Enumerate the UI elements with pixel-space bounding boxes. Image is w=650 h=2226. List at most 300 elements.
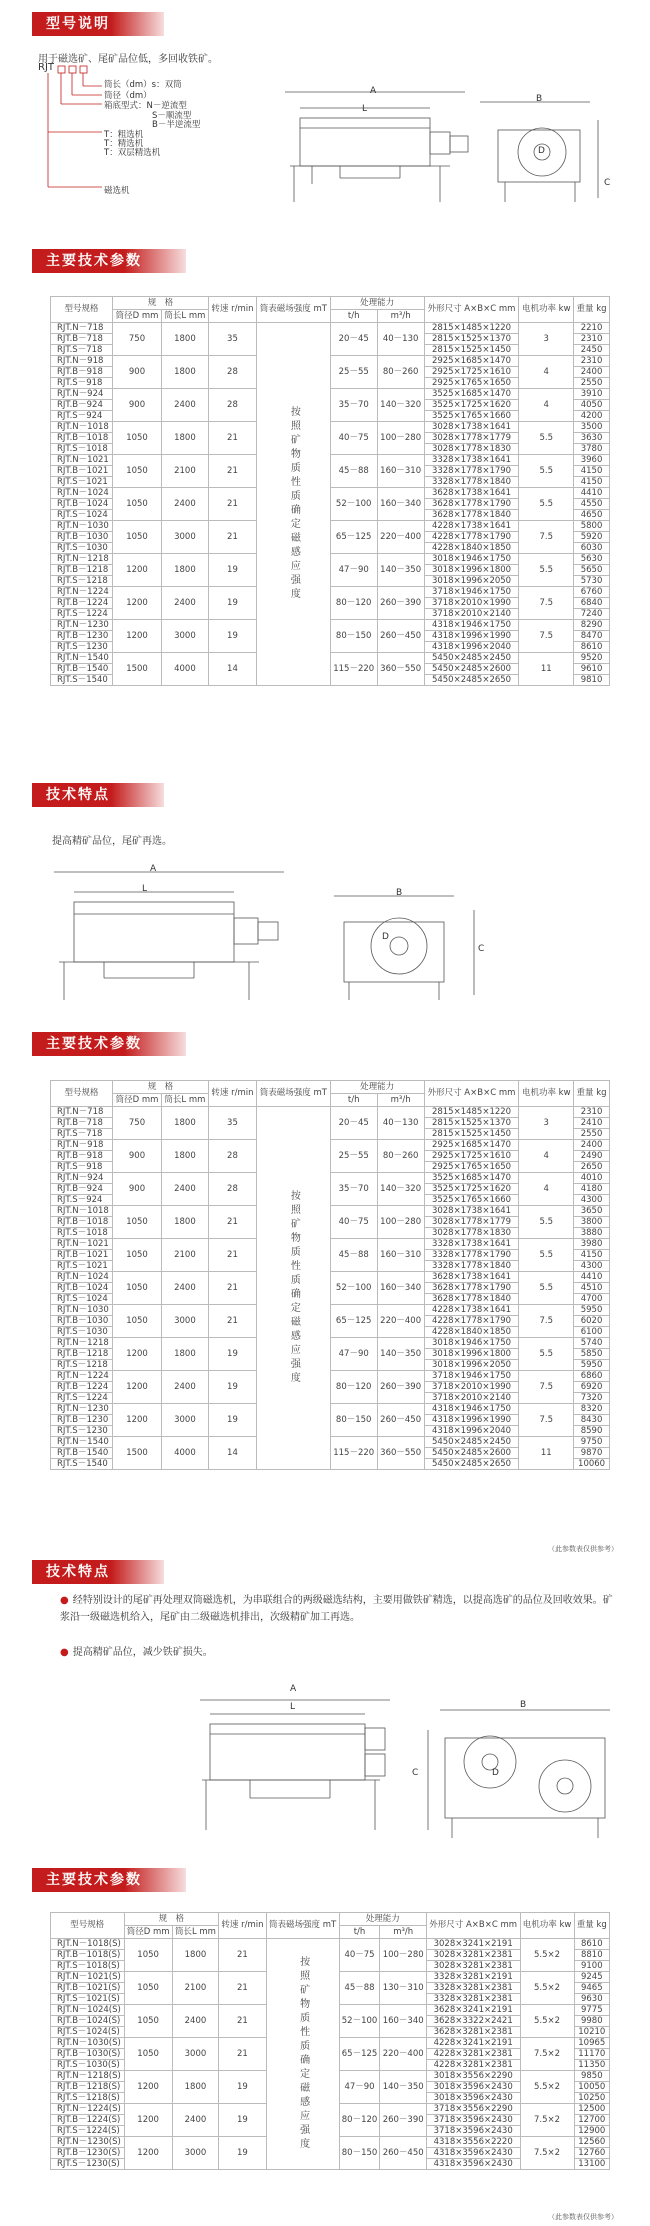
dims-cell: 3328×3281×2381: [426, 1983, 520, 1994]
capacity-t-cell: 80－150: [330, 1404, 377, 1437]
capacity-t-cell: 80－150: [330, 620, 377, 653]
length-cell: 2400: [172, 2005, 218, 2038]
dims-cell: 2815×1485×1220: [424, 1107, 519, 1118]
model-cell: RJT.N－1030: [51, 521, 113, 532]
speed-cell: 21: [219, 2005, 267, 2038]
bullet-dot-icon: ●: [60, 1595, 69, 1606]
capacity-m-cell: 160－340: [380, 2005, 426, 2038]
weight-cell: 8320: [574, 1404, 610, 1415]
weight-cell: 2410: [574, 1118, 610, 1129]
model-cell: RJT.B－1024: [51, 499, 113, 510]
model-cell: RJT.N－1218(S): [51, 2071, 125, 2082]
weight-cell: 12760: [574, 2148, 609, 2159]
dims-cell: 3628×1778×1790: [424, 499, 519, 510]
capacity-m-cell: 80－260: [377, 1140, 424, 1173]
col-cap-t: t/h: [330, 310, 377, 323]
table-row: [51, 1206, 610, 1217]
model-cell: RJT.B－1230(S): [51, 2148, 125, 2159]
speed-cell: 19: [208, 1371, 256, 1404]
capacity-t-cell: 80－120: [330, 587, 377, 620]
model-cell: RJT.N－1021: [51, 455, 113, 466]
col-field: 筒表磁场强度 mT: [257, 1081, 331, 1107]
capacity-t-cell: 35－70: [330, 1173, 377, 1206]
capacity-m-cell: 220－400: [380, 2038, 426, 2071]
power-cell: 11: [519, 653, 574, 686]
model-cell: RJT.S－1218(S): [51, 2093, 125, 2104]
model-cell: RJT.B－1230: [51, 631, 113, 642]
model-cell: RJT.N－1540: [51, 653, 113, 664]
length-cell: 2400: [161, 587, 208, 620]
feature-bullet-text: 提高精矿品位，减少铁矿损失。: [72, 1647, 213, 1658]
capacity-t-cell: 40－75: [339, 1939, 380, 1972]
table-row: [51, 1173, 610, 1184]
dims-cell: 3328×3281×2191: [426, 1972, 520, 1983]
dims-cell: 2815×1525×1370: [424, 334, 519, 345]
model-cell: RJT.S－1021(S): [51, 1994, 125, 2005]
table-row: [51, 323, 610, 334]
dims-cell: 4318×1996×1990: [424, 631, 519, 642]
speed-cell: 19: [208, 1404, 256, 1437]
speed-cell: 21: [208, 455, 256, 488]
dims-cell: 3718×3556×2290: [426, 2104, 520, 2115]
weight-cell: 4510: [574, 1283, 610, 1294]
model-cell: RJT.N－1018: [51, 422, 113, 433]
col-length: 筒长L mm: [172, 1926, 218, 1939]
table-row: [51, 1107, 610, 1118]
col-capacity: 处理能力: [339, 1913, 426, 1926]
dims-cell: 5450×2485×2450: [424, 1437, 519, 1448]
length-cell: 1800: [161, 323, 208, 356]
section-title-model: 型号说明: [32, 12, 164, 36]
model-cell: RJT.S－1018: [51, 444, 113, 455]
length-cell: 1800: [161, 356, 208, 389]
dim-label-b-3: B: [520, 1700, 527, 1710]
col-model: 型号规格: [51, 297, 113, 323]
weight-cell: 4150: [574, 1250, 610, 1261]
capacity-t-cell: 20－45: [330, 323, 377, 356]
machine-drawing-2: [44, 850, 614, 1010]
dims-cell: 4228×3281×2381: [426, 2049, 520, 2060]
col-cap-t: t/h: [339, 1926, 380, 1939]
model-cell: RJT.S－1218: [51, 1360, 113, 1371]
speed-cell: 21: [208, 1305, 256, 1338]
model-cell: RJT.N－1024(S): [51, 2005, 125, 2016]
dims-cell: 4318×1996×1990: [424, 1415, 519, 1426]
capacity-t-cell: 47－90: [330, 554, 377, 587]
dims-cell: 3018×3596×2430: [426, 2082, 520, 2093]
model-cell: RJT.B－1540: [51, 664, 113, 675]
col-speed: 转速 r/min: [208, 297, 256, 323]
dims-cell: 2815×1525×1450: [424, 1129, 519, 1140]
weight-cell: 2400: [574, 1140, 610, 1151]
table-row: [51, 1404, 610, 1415]
power-cell: 3: [519, 323, 574, 356]
table-row: [51, 455, 610, 466]
speed-cell: 19: [208, 554, 256, 587]
model-intro: 用于磁选矿、尾矿品位低，多回收铁矿。: [38, 54, 218, 65]
capacity-m-cell: 260－450: [377, 620, 424, 653]
col-weight: 重量 kg: [574, 1913, 609, 1939]
model-label-fine: T：精选机: [104, 139, 144, 149]
diameter-cell: 900: [113, 356, 162, 389]
model-cell: RJT.N－924: [51, 1173, 113, 1184]
feature-bullet-text: 经特别设计的尾矿再处理双筒磁选机，为串联组合的两级磁选结构，主要用做铁矿精选，以提高选矿的品位及回收效果。矿浆沿一级磁选机给入，尾矿由二级磁选机排出，次级精矿加工再选。: [60, 1595, 613, 1623]
weight-cell: 9610: [574, 664, 610, 675]
model-cell: RJT.B－1218: [51, 1349, 113, 1360]
dims-cell: 3028×1778×1830: [424, 444, 519, 455]
model-cell: RJT.S－918: [51, 1162, 113, 1173]
model-cell: RJT.B－1018: [51, 1217, 113, 1228]
col-length: 筒长L mm: [161, 310, 208, 323]
col-cap-m: m³/h: [377, 310, 424, 323]
weight-cell: 5650: [574, 565, 610, 576]
capacity-m-cell: 40－130: [377, 323, 424, 356]
weight-cell: 12560: [574, 2137, 609, 2148]
diameter-cell: 1050: [113, 1239, 162, 1272]
power-cell: 5.5: [519, 1272, 574, 1305]
dims-cell: 5450×2485×2650: [424, 1459, 519, 1470]
dims-cell: 3718×1946×1750: [424, 1371, 519, 1382]
weight-cell: 5850: [574, 1349, 610, 1360]
weight-cell: 9245: [574, 1972, 609, 1983]
model-cell: RJT.B－1021: [51, 466, 113, 477]
col-diameter: 筒径D mm: [113, 1094, 162, 1107]
model-label-tank-s: S－顺流型: [152, 111, 192, 121]
weight-cell: 9775: [574, 2005, 609, 2016]
power-cell: 5.5×2: [520, 2005, 574, 2038]
power-cell: 11: [519, 1437, 574, 1470]
col-model: 型号规格: [51, 1913, 125, 1939]
dim-label-d-2: D: [382, 932, 389, 942]
model-label-double: T：双层精选机: [104, 148, 161, 158]
model-cell: RJT.B－1030: [51, 532, 113, 543]
col-diameter: 筒径D mm: [124, 1926, 172, 1939]
speed-cell: 19: [208, 620, 256, 653]
dims-cell: 2815×1485×1220: [424, 323, 519, 334]
weight-cell: 2400: [574, 367, 610, 378]
power-cell: 7.5×2: [520, 2104, 574, 2137]
weight-cell: 4410: [574, 488, 610, 499]
diameter-cell: 1050: [113, 455, 162, 488]
length-cell: 1800: [172, 2071, 218, 2104]
dims-cell: 4228×3281×2381: [426, 2060, 520, 2071]
weight-cell: 5920: [574, 532, 610, 543]
dims-cell: 3018×1996×1800: [424, 1349, 519, 1360]
weight-cell: 9630: [574, 1994, 609, 2005]
dims-cell: 4228×1840×1850: [424, 1327, 519, 1338]
dims-cell: 3028×1738×1641: [424, 422, 519, 433]
dims-cell: 3018×1996×1800: [424, 565, 519, 576]
diameter-cell: 750: [113, 1107, 162, 1140]
capacity-m-cell: 140－350: [377, 1338, 424, 1371]
model-cell: RJT.S－1230: [51, 1426, 113, 1437]
capacity-m-cell: 160－310: [377, 455, 424, 488]
model-cell: RJT.S－1021: [51, 1261, 113, 1272]
power-cell: 5.5: [519, 1338, 574, 1371]
capacity-t-cell: 65－125: [339, 2038, 380, 2071]
diameter-cell: 1050: [113, 422, 162, 455]
power-cell: 5.5: [519, 1239, 574, 1272]
dims-cell: 3628×1778×1840: [424, 510, 519, 521]
col-dims: 外形尺寸 A×B×C mm: [424, 297, 519, 323]
model-cell: RJT.S－1024: [51, 510, 113, 521]
table-row: [51, 1305, 610, 1316]
weight-cell: 9850: [574, 2071, 609, 2082]
capacity-m-cell: 260－390: [377, 587, 424, 620]
length-cell: 2100: [161, 455, 208, 488]
speed-cell: 28: [208, 389, 256, 422]
capacity-t-cell: 52－100: [339, 2005, 380, 2038]
dim-label-c: C: [604, 178, 611, 188]
diameter-cell: 1200: [113, 1338, 162, 1371]
weight-cell: 6920: [574, 1382, 610, 1393]
speed-cell: 35: [208, 323, 256, 356]
dims-cell: 3628×1778×1840: [424, 1294, 519, 1305]
capacity-m-cell: 220－400: [377, 1305, 424, 1338]
diameter-cell: 1200: [113, 1371, 162, 1404]
col-power: 电机功率 kw: [520, 1913, 574, 1939]
model-cell: RJT.S－1224: [51, 1393, 113, 1404]
diameter-cell: 1200: [113, 620, 162, 653]
dims-cell: 4318×1946×1750: [424, 1404, 519, 1415]
table-row: [51, 1939, 610, 1950]
model-cell: RJT.B－1021: [51, 1250, 113, 1261]
dims-cell: 4228×1778×1790: [424, 1316, 519, 1327]
dims-cell: 2925×1725×1610: [424, 1151, 519, 1162]
weight-cell: 3800: [574, 1217, 610, 1228]
field-strength-note: 按照矿物质性质确定磁感应强度: [266, 1939, 339, 2170]
model-cell: RJT.S－1230: [51, 642, 113, 653]
col-speed: 转速 r/min: [219, 1913, 267, 1939]
capacity-t-cell: 45－88: [330, 455, 377, 488]
dims-cell: 3628×1738×1641: [424, 488, 519, 499]
speed-cell: 19: [208, 1338, 256, 1371]
dim-label-b: B: [536, 94, 543, 104]
model-cell: RJT.B－1218: [51, 565, 113, 576]
model-cell: RJT.B－1540: [51, 1448, 113, 1459]
dims-cell: 3718×1946×1750: [424, 587, 519, 598]
weight-cell: 3960: [574, 455, 610, 466]
dim-label-c-3: C: [412, 1768, 419, 1778]
power-cell: 5.5×2: [520, 2071, 574, 2104]
capacity-t-cell: 25－55: [330, 356, 377, 389]
speed-cell: 21: [208, 1206, 256, 1239]
model-cell: RJT.N－718: [51, 1107, 113, 1118]
model-cell: RJT.B－1018(S): [51, 1950, 125, 1961]
model-label-tank-b: B－半逆流型: [152, 120, 201, 130]
speed-cell: 14: [208, 653, 256, 686]
weight-cell: 4550: [574, 499, 610, 510]
capacity-t-cell: 80－150: [339, 2137, 380, 2170]
table-row: [51, 1272, 610, 1283]
speed-cell: 28: [208, 356, 256, 389]
model-cell: RJT.B－1224: [51, 598, 113, 609]
model-cell: RJT.B－1024: [51, 1283, 113, 1294]
col-spec: 规 格: [124, 1913, 219, 1926]
dims-cell: 4318×1946×1750: [424, 620, 519, 631]
table-row: [51, 587, 610, 598]
weight-cell: 4410: [574, 1272, 610, 1283]
dims-cell: 4318×3596×2430: [426, 2148, 520, 2159]
model-cell: RJT.B－1224: [51, 1382, 113, 1393]
model-cell: RJT.B－1224(S): [51, 2115, 125, 2126]
dim-label-l-2: L: [142, 884, 148, 894]
capacity-m-cell: 160－310: [377, 1239, 424, 1272]
capacity-m-cell: 360－550: [377, 653, 424, 686]
capacity-m-cell: 40－130: [377, 1107, 424, 1140]
dims-cell: 5450×2485×2650: [424, 675, 519, 686]
capacity-m-cell: 360－550: [377, 1437, 424, 1470]
speed-cell: 19: [208, 587, 256, 620]
model-cell: RJT.B－1218(S): [51, 2082, 125, 2093]
weight-cell: 9750: [574, 1437, 610, 1448]
dims-cell: 3628×3322×2421: [426, 2016, 520, 2027]
speed-cell: 21: [208, 1272, 256, 1305]
dims-cell: 2815×1525×1450: [424, 345, 519, 356]
model-cell: RJT.N－1230(S): [51, 2137, 125, 2148]
bullet-dot-icon: ●: [60, 1647, 69, 1658]
length-cell: 1800: [172, 1939, 218, 1972]
capacity-t-cell: 65－125: [330, 1305, 377, 1338]
dims-cell: 3028×3281×2381: [426, 1961, 520, 1972]
model-cell: RJT.S－918: [51, 378, 113, 389]
col-cap-m: m³/h: [380, 1926, 426, 1939]
power-cell: 5.5: [519, 455, 574, 488]
table-row: [51, 389, 610, 400]
power-cell: 3: [519, 1107, 574, 1140]
model-cell: RJT.N－1021(S): [51, 1972, 125, 1983]
weight-cell: 11170: [574, 2049, 609, 2060]
diameter-cell: 750: [113, 323, 162, 356]
col-power: 电机功率 kw: [519, 297, 574, 323]
model-cell: RJT.B－918: [51, 367, 113, 378]
dim-label-d: D: [538, 146, 545, 156]
model-cell: RJT.S－1018(S): [51, 1961, 125, 1972]
weight-cell: 3500: [574, 422, 610, 433]
power-cell: 4: [519, 356, 574, 389]
speed-cell: 19: [219, 2071, 267, 2104]
dims-cell: 3628×3241×2191: [426, 2005, 520, 2016]
length-cell: 2400: [161, 1272, 208, 1305]
length-cell: 1800: [161, 422, 208, 455]
capacity-m-cell: 260－390: [380, 2104, 426, 2137]
weight-cell: 3630: [574, 433, 610, 444]
col-spec: 规 格: [113, 297, 209, 310]
dims-cell: 3328×1738×1641: [424, 1239, 519, 1250]
dim-label-a: A: [370, 86, 377, 96]
weight-cell: 5950: [574, 1360, 610, 1371]
length-cell: 1800: [161, 1140, 208, 1173]
diameter-cell: 1050: [124, 2005, 172, 2038]
model-cell: RJT.B－1018: [51, 433, 113, 444]
weight-cell: 2550: [574, 1129, 610, 1140]
length-cell: 3000: [161, 1305, 208, 1338]
weight-cell: 9465: [574, 1983, 609, 1994]
dims-cell: 3525×1725×1620: [424, 400, 519, 411]
speed-cell: 14: [208, 1437, 256, 1470]
dims-cell: 2925×1685×1470: [424, 356, 519, 367]
capacity-m-cell: 130－310: [380, 1972, 426, 2005]
model-cell: RJT.S－1024: [51, 1294, 113, 1305]
weight-cell: 7240: [574, 609, 610, 620]
weight-cell: 4200: [574, 411, 610, 422]
weight-cell: 6860: [574, 1371, 610, 1382]
model-cell: RJT.N－918: [51, 1140, 113, 1151]
capacity-m-cell: 100－280: [380, 1939, 426, 1972]
capacity-m-cell: 260－450: [377, 1404, 424, 1437]
dims-cell: 3018×3596×2430: [426, 2093, 520, 2104]
model-cell: RJT.N－1230: [51, 1404, 113, 1415]
model-cell: RJT.N－1030: [51, 1305, 113, 1316]
feature-bullet-1: [60, 1592, 620, 1626]
diameter-cell: 1200: [124, 2071, 172, 2104]
weight-cell: 9980: [574, 2016, 609, 2027]
dims-cell: 3628×1778×1790: [424, 1283, 519, 1294]
capacity-m-cell: 260－450: [380, 2137, 426, 2170]
model-cell: RJT.S－1030: [51, 1327, 113, 1338]
capacity-t-cell: 115－220: [330, 653, 377, 686]
dims-cell: 2925×1765×1650: [424, 378, 519, 389]
length-cell: 3000: [172, 2038, 218, 2071]
diameter-cell: 900: [113, 389, 162, 422]
dims-cell: 3028×3281×2381: [426, 1950, 520, 1961]
weight-cell: 9810: [574, 675, 610, 686]
weight-cell: 2210: [574, 323, 610, 334]
col-weight: 重量 kg: [574, 1081, 610, 1107]
power-cell: 5.5: [519, 1206, 574, 1239]
weight-cell: 4700: [574, 1294, 610, 1305]
weight-cell: 12700: [574, 2115, 609, 2126]
diameter-cell: 1050: [124, 2038, 172, 2071]
weight-cell: 3880: [574, 1228, 610, 1239]
length-cell: 1800: [161, 1338, 208, 1371]
weight-cell: 9870: [574, 1448, 610, 1459]
model-cell: RJT.S－1030: [51, 543, 113, 554]
model-cell: RJT.B－924: [51, 400, 113, 411]
section-title-params-1: 主要技术参数: [32, 249, 186, 273]
length-cell: 2400: [172, 2104, 218, 2137]
capacity-m-cell: 140－350: [380, 2071, 426, 2104]
dim-label-c-2: C: [478, 944, 485, 954]
section-title-params-3: 主要技术参数: [32, 1868, 186, 1892]
table-row: [51, 1338, 610, 1349]
weight-cell: 4150: [574, 466, 610, 477]
dims-cell: 2925×1725×1610: [424, 367, 519, 378]
model-label-rough: T：粗选机: [104, 130, 144, 140]
col-length: 筒长L mm: [161, 1094, 208, 1107]
dims-cell: 2925×1765×1650: [424, 1162, 519, 1173]
length-cell: 1800: [161, 1206, 208, 1239]
length-cell: 3000: [161, 1404, 208, 1437]
capacity-m-cell: 140－350: [377, 554, 424, 587]
dims-cell: 3628×1738×1641: [424, 1272, 519, 1283]
dims-cell: 3018×1996×2050: [424, 1360, 519, 1371]
power-cell: 7.5: [519, 1371, 574, 1404]
weight-cell: 4010: [574, 1173, 610, 1184]
weight-cell: 3910: [574, 389, 610, 400]
model-cell: RJT.N－1030(S): [51, 2038, 125, 2049]
capacity-t-cell: 40－75: [330, 1206, 377, 1239]
weight-cell: 2650: [574, 1162, 610, 1173]
capacity-t-cell: 115－220: [330, 1437, 377, 1470]
col-spec: 规 格: [113, 1081, 209, 1094]
power-cell: 7.5: [519, 620, 574, 653]
length-cell: 2400: [161, 1173, 208, 1206]
model-cell: RJT.S－924: [51, 411, 113, 422]
machine-drawing-1: [280, 80, 610, 215]
power-cell: 7.5×2: [520, 2038, 574, 2071]
model-cell: RJT.S－1224(S): [51, 2126, 125, 2137]
